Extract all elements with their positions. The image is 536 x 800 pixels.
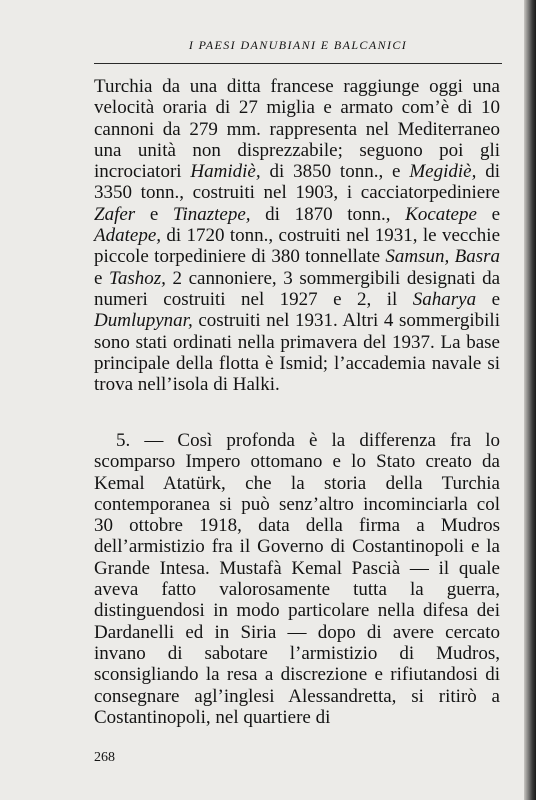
p1-text-7: di 1720 tonn., costruiti nel 1931, le vecchie piccole torpediniere di 380 tonnellate [94,225,500,268]
running-header: I PAESI DANUBIANI E BALCANICI [188,38,408,52]
p1-text-3: di 3350 tonn., costruiti nel 1903, i cacciatorpediniere [94,161,500,204]
ship-name-saharya: Saharya [412,288,477,310]
ship-names-samsun-basra: Samsun, Basra [385,246,500,268]
ship-name-dumlupynar: Dumlupynar, [94,310,193,332]
ship-name-zafer: Zafer [94,203,136,225]
p1-text-4: e [135,203,173,225]
ship-name-megidie: Megidiè, [409,161,477,183]
p1-text-10: e [476,288,501,310]
p1-text-9: 2 cannoniere, 3 sommergibili designati da numeri costruiti nel 1927 e 2, il [94,267,501,310]
p1-text-1: Turchia da una ditta francese raggiunge oggi una velocità oraria di 27 miglia e armato com’è di 10 cannoni da 279 mm. rappresenta nel Mediterraneo una unità non disprezzabile; seguono poi gli incrociatori [94,76,500,183]
page-number: 268 [94,750,115,765]
p1-text-6: e [476,203,501,225]
paragraph-2: 5. — Così profonda è la differenza fra lo scomparso Impero ottomano e lo Stato creato da Kemal Atatürk, che la storia della Turchia contemporanea si può senz’altro incominciarla col 30 ottobre 1918, data della firma a Mudros dell’armistizio fra il Governo di Costantinopoli e la Grande Intesa. Mustafà Kemal Pascià — il quale aveva fatto valorosamente tutta la guerra, distinguendosi in modo particolare nella difesa dei Dardanelli ed in Siria — dopo di avere cercato invano di sabotare l’armistizio di Mudros, sconsigliando la resa a discrezione e rifiutandosi di consegnare agl’inglesi Alessandretta, si ritirò a Costantinopoli, nel quartiere di [94,430,500,728]
ship-name-tashoz: Tashoz, [109,267,166,289]
p1-text-5: di 1870 tonn., [250,203,406,225]
ship-name-hamidie: Hamidiè, [190,161,261,183]
ship-name-adatepe: Adatepe, [94,225,162,247]
header-rule [94,63,502,64]
ship-name-kocatepe: Kocatepe [405,203,477,225]
page-edge-shadow [524,0,536,800]
p1-text-11: costruiti nel 1931. Altri 4 sommergibili sono stati ordinati nella primavera del 1937. La base principale della flotta è Ismid; l’accademia navale si trova nell’isola di Halki. [94,310,500,396]
ship-name-tinaztepe: Tinaztepe, [172,203,251,225]
p1-text-8: e [94,267,110,289]
p1-text-2: di 3850 tonn., e [260,161,410,183]
paragraph-1 [94,76,500,395]
